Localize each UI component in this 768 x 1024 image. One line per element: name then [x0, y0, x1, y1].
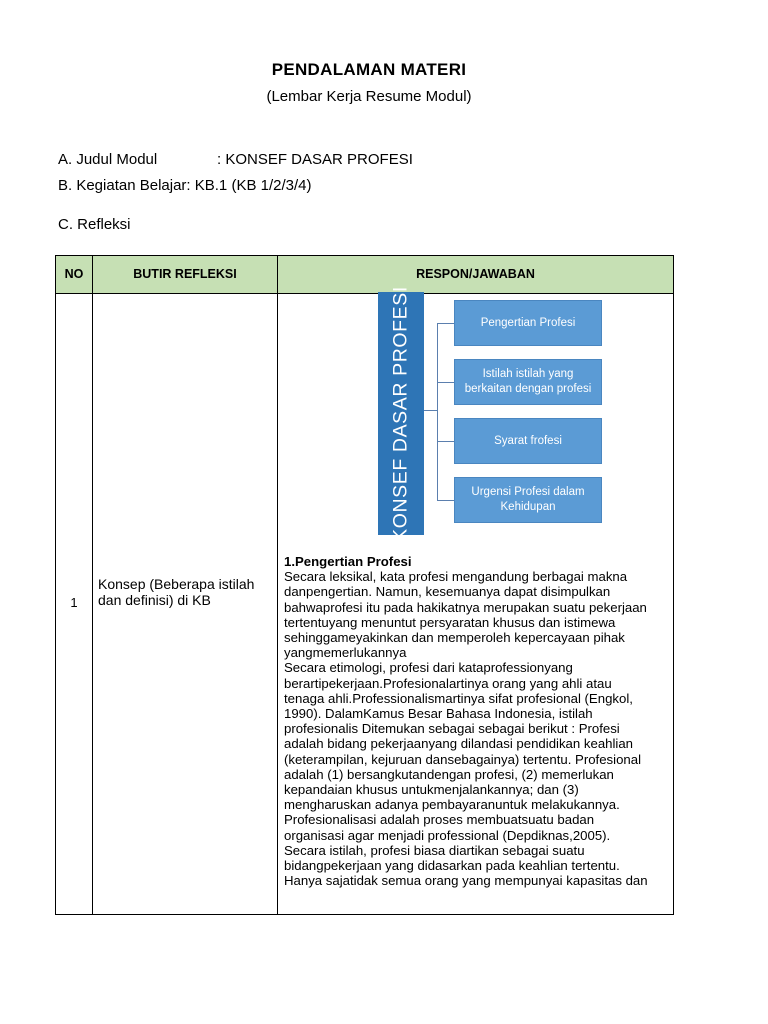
diagram-box-syarat: Syarat frofesi [454, 418, 602, 464]
refleksi-heading: C. Refleksi [58, 216, 131, 233]
diagram-main-text: KONSEF DASAR PROFESI [389, 285, 412, 542]
row-number: 1 [70, 595, 78, 610]
header-respon-jawaban: RESPON/JAWABAN [416, 267, 535, 281]
connector-line [437, 441, 454, 442]
column-divider [92, 256, 93, 914]
response-line: adalah (1) bersangkutandengan profesi, (2) memerlukan [284, 766, 614, 782]
diagram-box-pengertian: Pengertian Profesi [454, 300, 602, 346]
response-line: Secara istilah, profesi biasa diartikan sebagai suatu [284, 842, 585, 858]
butir-refleksi-cell: Konsep (Beberapa istilah dan definisi) di KB [98, 576, 255, 608]
response-line: sehinggameyakinkan dan memperoleh kepercayaan pihak [284, 630, 625, 646]
response-line: Secara etimologi, profesi dari kataprofessionyang [284, 660, 573, 676]
connector-line [437, 323, 454, 324]
connector-line [437, 382, 454, 383]
response-line: Hanya sajatidak semua orang yang mempunyai kapasitas dan [284, 873, 648, 889]
judul-modul-value: : KONSEF DASAR PROFESI [217, 151, 413, 168]
diagram-box-istilah: Istilah istilah yang berkaitan dengan profesi [454, 359, 602, 405]
response-line: bidangpekerjaan yang didasarkan pada keahlian tertentu. [284, 858, 620, 874]
response-line: yangmemerlukannya [284, 645, 407, 661]
response-line: mengharuskan adanya pembayaranuntuk melakukannya. [284, 797, 620, 813]
judul-modul-row [58, 151, 413, 168]
response-section-heading: 1.Pengertian Profesi [284, 554, 412, 569]
connector-line [424, 410, 437, 411]
response-line: organisasi agar menjadi professional (Depdiknas,2005). [284, 827, 611, 843]
response-line: berartipekerjaan.Profesionalartinya orang yang ahli atau [284, 675, 612, 691]
judul-modul-label: A. Judul Modul [58, 151, 158, 168]
kegiatan-belajar-value: : KB.1 (KB 1/2/3/4) [186, 177, 312, 194]
response-line: Secara leksikal, kata profesi mengandung berbagai makna [284, 569, 628, 585]
response-line: 1990). DalamKamus Besar Bahasa Indonesia, istilah [284, 706, 593, 722]
connector-line [437, 323, 438, 500]
table-header-row [56, 256, 673, 294]
diagram-main-label [378, 285, 424, 542]
response-line: danpengertian. Namun, kesemuanya dapat disimpulkan [284, 584, 611, 600]
diagram-box-urgensi: Urgensi Profesi dalam Kehidupan [454, 477, 602, 523]
kegiatan-belajar-label: B. Kegiatan Belajar [58, 177, 187, 194]
response-line: profesionalis Ditemukan sebagai sebagai berikut : Profesi [284, 721, 620, 737]
column-divider [277, 256, 278, 914]
connector-line [437, 500, 454, 501]
response-line: bahwaprofesi itu pada hakikatnya merupakan suatu pekerjaan [284, 599, 647, 615]
response-paragraph [284, 569, 674, 888]
response-line: (keterampilan, kejuruan dansebagainya) tertentu. Profesional [284, 751, 642, 767]
response-line: tenaga ahli.Professionalismartinya sifat profesional (Engkol, [284, 690, 633, 706]
refleksi-table [55, 255, 674, 915]
response-line: kepandaian khusus untukmenjalankannya; dan (3) [284, 782, 579, 798]
page-title: PENDALAMAN MATERI [271, 60, 467, 79]
page-subtitle: (Lembar Kerja Resume Modul) [266, 88, 472, 105]
response-line: adalah bidang pekerjaanyang dilandasi pendidikan keahlian [284, 736, 634, 752]
header-no: NO [64, 267, 84, 281]
response-line: tertentuyang menuntut persyaratan khusus dan istimewa [284, 614, 616, 630]
kegiatan-belajar-row [58, 177, 311, 194]
response-text [284, 554, 674, 888]
header-butir-refleksi: BUTIR REFLEKSI [133, 267, 237, 281]
response-line: Profesionalisasi adalah proses membuatsuatu badan [284, 812, 595, 828]
